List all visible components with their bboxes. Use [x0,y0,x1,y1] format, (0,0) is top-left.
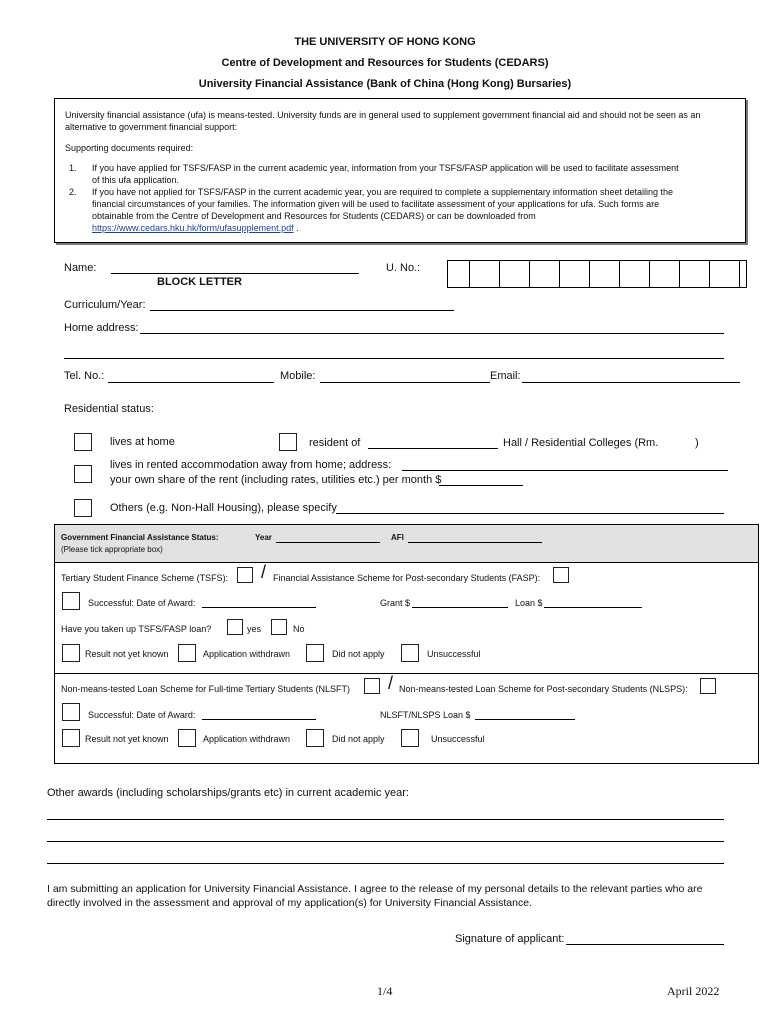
item-2-tail: . [293,223,299,233]
page-number: 1/4 [377,984,393,998]
fasp-checkbox[interactable] [553,567,569,583]
tsfs-result-unknown-label: Result not yet known [85,649,169,659]
rented-label: lives in rented accommodation away from home; address: [110,459,392,471]
centre-title: Centre of Development and Resources for Students (CEDARS) [221,57,549,69]
tsfs-loan-amount-field[interactable] [544,607,642,608]
grant-amount-field[interactable] [412,607,508,608]
gov-status-title: Government Financial Assistance Status: [61,533,219,542]
mobile-field[interactable] [320,382,490,383]
lives-at-home-checkbox[interactable] [74,433,92,451]
mobile-label: Mobile: [280,370,316,382]
rent-amount-field[interactable] [439,485,523,486]
other-awards-field-1[interactable] [47,819,724,820]
other-awards-label: Other awards (including scholarships/grants etc) in current academic year: [47,787,409,799]
email-label: Email: [490,370,521,382]
nlsft-not-apply-label: Did not apply [332,734,385,744]
name-label: Name: [64,262,97,274]
hall-close-paren: ) [695,437,699,449]
nlsft-unsuccessful-checkbox[interactable] [401,729,419,747]
nlsps-label: Non-means-tested Loan Scheme for Post-secondary Students (NLSPS): [399,684,688,694]
nlsft-successful-checkbox[interactable] [62,703,80,721]
nlsft-not-apply-checkbox[interactable] [306,729,324,747]
rent-share-label: your own share of the rent (including rates, utilities etc.) per month $ [110,474,442,486]
tel-field[interactable] [108,382,274,383]
university-title: THE UNIVERSITY OF HONG KONG [294,36,476,48]
item-1-line-1: If you have applied for TSFS/FASP in the current academic year, information from your TSFS/FASP application will be used to facilitate assessment [92,163,679,173]
signature-label: Signature of applicant: [455,933,565,945]
others-label: Others (e.g. Non-Hall Housing), please specify [110,502,337,514]
resident-of-label: resident of [309,437,361,449]
tsfs-award-date-field[interactable] [202,607,316,608]
tsfs-not-apply-label: Did not apply [332,649,385,659]
form-title: University Financial Assistance (Bank of China (Hong Kong) Bursaries) [198,78,572,90]
residential-status-label: Residential status: [64,403,154,415]
supplement-form-link[interactable]: https://www.cedars.hku.hk/form/ufasupplement.pdf [92,223,294,233]
others-checkbox[interactable] [74,499,92,517]
gov-section-header [55,525,758,563]
nlsft-label: Non-means-tested Loan Scheme for Full-time Tertiary Students (NLSFT) [61,684,350,694]
tsfs-label: Tertiary Student Finance Scheme (TSFS): [61,573,229,583]
gov-tick-hint: (Please tick appropriate box) [61,545,163,554]
tsfs-withdrawn-label: Application withdrawn [203,649,291,659]
tsfs-unsuccessful-checkbox[interactable] [401,644,419,662]
item-2-number: 2. [69,187,77,197]
grant-label: Grant $ [380,598,411,608]
item-1-number: 1. [69,163,77,173]
home-address-label: Home address: [64,322,139,334]
loan-yes-checkbox[interactable] [227,619,243,635]
nlsft-result-unknown-checkbox[interactable] [62,729,80,747]
lives-at-home-label: lives at home [110,436,175,448]
loan-no-checkbox[interactable] [271,619,287,635]
supporting-docs-heading: Supporting documents required: [65,143,194,153]
tsfs-successful-label: Successful: Date of Award: [88,598,196,608]
hall-name-field[interactable] [368,448,498,449]
form-date: April 2022 [667,984,720,998]
tel-label: Tel. No.: [64,370,105,382]
nlsft-unsuccessful-label: Unsuccessful [431,734,485,744]
taken-loan-question: Have you taken up TSFS/FASP loan? [61,624,212,634]
notice-intro: University financial assistance (ufa) is means-tested. University funds are in general used to supplement government financial aid and should not be seen as an alternative to government financial support: [65,110,701,132]
others-field[interactable] [336,513,724,514]
nlsft-loan-amount-field[interactable] [475,719,575,720]
tsfs-checkbox[interactable] [237,567,253,583]
rented-address-field[interactable] [402,470,728,471]
uno-label: U. No.: [386,262,421,274]
other-awards-field-2[interactable] [47,841,724,842]
nlsft-result-unknown-label: Result not yet known [85,734,169,744]
block-letter-hint: BLOCK LETTER [157,276,242,288]
fasp-label: Financial Assistance Scheme for Post-secondary Students (FASP): [273,573,541,583]
item-2-line-1: If you have not applied for TSFS/FASP in the current academic year, you are required to complete a supplementary information sheet detailing the [92,187,673,197]
nlsft-loan-label: NLSFT/NLSPS Loan $ [380,710,471,720]
email-field[interactable] [522,382,740,383]
gov-year-field[interactable] [276,542,380,543]
declaration-line-1: I am submitting an application for University Financial Assistance. I agree to the release of my personal details to the relevant parties who are [47,883,703,895]
loan-no-label: No [293,624,305,634]
nlsps-checkbox[interactable] [700,678,716,694]
tsfs-unsuccessful-label: Unsuccessful [427,649,481,659]
gov-afi-label: AFI [391,533,404,542]
item-2-line-3: obtainable from the Centre of Development and Resources for Students (CEDARS) or can be downloaded from [92,211,536,221]
loan-yes-label: yes [247,624,262,634]
declaration-line-2: directly involved in the assessment and approval of my application(s) for University Financial Assistance. [47,897,532,909]
home-address-field[interactable] [140,333,724,334]
name-field[interactable] [111,273,359,274]
nlsft-withdrawn-checkbox[interactable] [178,729,196,747]
tsfs-fasp-separator: / [261,562,267,582]
nlsft-award-date-field[interactable] [202,719,316,720]
other-awards-field-3[interactable] [47,863,724,864]
uno-boxes[interactable] [447,260,747,288]
item-2-line-2: financial circumstances of your families. The information given will be used to facilitate assessment of your applications for ufa. Such forms are [92,199,660,209]
tsfs-not-apply-checkbox[interactable] [306,644,324,662]
gov-afi-field[interactable] [408,542,542,543]
home-address-field-2[interactable] [64,358,724,359]
tsfs-result-unknown-checkbox[interactable] [62,644,80,662]
gov-year-label: Year [255,533,272,542]
nlsft-checkbox[interactable] [364,678,380,694]
notice-box [54,98,746,243]
nlsft-successful-label: Successful: Date of Award: [88,710,196,720]
signature-field[interactable] [566,944,724,945]
item-1-line-2: of this ufa application. [92,175,180,185]
tsfs-loan-label: Loan $ [515,598,543,608]
rented-accommodation-checkbox[interactable] [74,465,92,483]
nlsft-nlsps-separator: / [388,673,394,693]
curriculum-label: Curriculum/Year: [64,299,146,311]
resident-of-checkbox[interactable] [279,433,297,451]
nlsft-withdrawn-label: Application withdrawn [203,734,291,744]
hall-label: Hall / Residential Colleges (Rm. [503,437,659,449]
tsfs-withdrawn-checkbox[interactable] [178,644,196,662]
tsfs-successful-checkbox[interactable] [62,592,80,610]
curriculum-field[interactable] [150,310,454,311]
